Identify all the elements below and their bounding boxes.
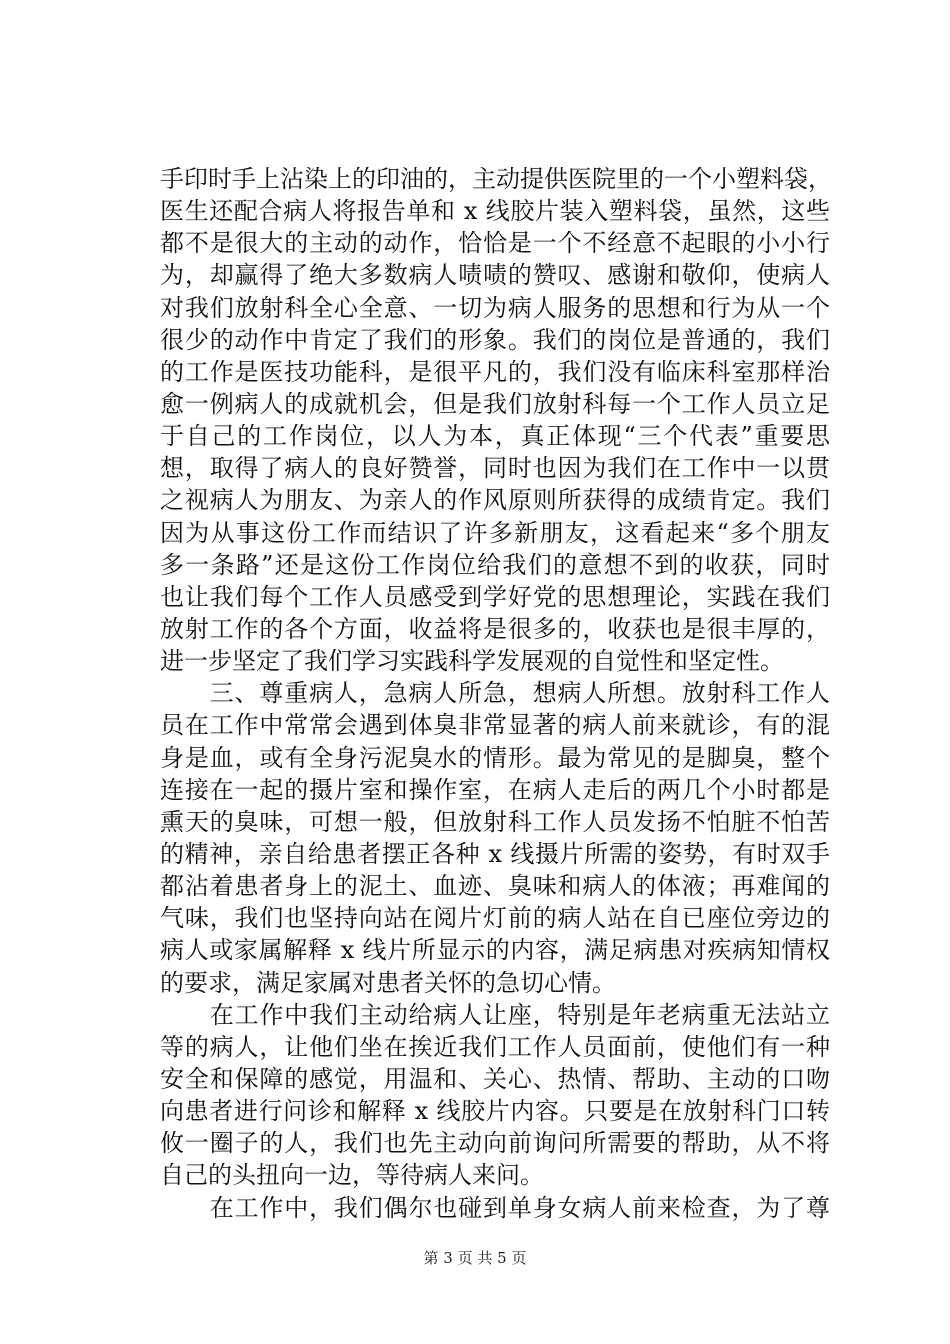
text-line: 在工作中，我们偶尔也碰到单身女病人前来检查，为了尊 [160,1193,830,1222]
text-line: 病人或家属解释 x 线片所显示的内容，满足病患对疾病知情权 [160,936,830,965]
text-line: 多一条路”还是这份工作岗位给我们的意想不到的收获，同时 [160,550,830,579]
text-line: 对我们放射科全心全意、一切为病人服务的思想和行为从一个 [160,293,830,322]
text-line: 熏天的臭味，可想一般，但放射科工作人员发扬不怕脏不怕苦 [160,807,830,836]
text-line: 愈一例病人的成就机会，但是我们放射科每一个工作人员立足 [160,389,830,418]
text-line: 之视病人为朋友、为亲人的作风原则所获得的成绩肯定。我们 [160,486,830,515]
text-line: 进一步坚定了我们学习实践科学发展观的自觉性和坚定性。 [160,647,784,676]
text-line: 想，取得了病人的良好赞誉，同时也因为我们在工作中一以贯 [160,454,830,483]
text-line: 连接在一起的摄片室和操作室，在病人走后的两几个小时都是 [160,775,830,804]
text-line: 在工作中我们主动给病人让座，特别是年老病重无法站立 [160,1000,830,1029]
text-line: 因为从事这份工作而结识了许多新朋友，这看起来“多个朋友 [160,518,830,547]
text-line: 都沾着患者身上的泥土、血迹、臭味和病人的体液；再难闻的 [160,872,830,901]
text-line: 的精神，亲自给患者摆正各种 x 线摄片所需的姿势，有时双手 [160,839,830,868]
text-line: 气味，我们也坚持向站在阅片灯前的病人站在自已座位旁边的 [160,904,830,933]
text-line: 于自己的工作岗位，以人为本，真正体现“三个代表”重要思 [160,422,830,451]
text-line: 为，却赢得了绝大多数病人啧啧的赞叹、感谢和敬仰，使病人 [160,261,830,290]
text-line: 三、尊重病人，急病人所急，想病人所想。放射科工作人 [160,679,830,708]
body-text [160,163,830,1224]
text-line: 医生还配合病人将报告单和 x 线胶片装入塑料袋，虽然，这些 [160,197,830,226]
page-footer: 第 3 页 共 5 页 [423,1249,527,1267]
text-line: 都不是很大的主动的动作，恰恰是一个不经意不起眼的小小行 [160,229,830,258]
text-line: 也让我们每个工作人员感受到学好党的思想理论，实践在我们 [160,582,830,611]
text-line: 等的病人，让他们坐在挨近我们工作人员面前，使他们有一种 [160,1032,830,1061]
text-line: 向患者进行问诊和解释 x 线胶片内容。只要是在放射科门口转 [160,1097,830,1126]
text-line: 放射工作的各个方面，收益将是很多的，收获也是很丰厚的， [160,614,830,643]
text-line: 手印时手上沾染上的印油的，主动提供医院里的一个小塑料袋， [160,165,832,193]
text-line: 自己的头扭向一边，等待病人来问。 [160,1161,544,1190]
text-line: 的工作是医技功能科，是很平凡的，我们没有临床科室那样治 [160,357,830,386]
text-line: 安全和保障的感觉，用温和、关心、热情、帮助、主动的口吻 [160,1064,830,1093]
text-line: 员在工作中常常会遇到体臭非常显著的病人前来就诊，有的混 [160,711,830,740]
text-line: 的要求，满足家属对患者关怀的急切心情。 [160,968,616,997]
text-line: 很少的动作中肯定了我们的形象。我们的岗位是普通的，我们 [160,325,830,354]
text-line: 攸一圈子的人，我们也先主动向前询问所需要的帮助，从不将 [160,1129,830,1158]
text-line: 身是血，或有全身污泥臭水的情形。最为常见的是脚臭，整个 [160,743,830,772]
